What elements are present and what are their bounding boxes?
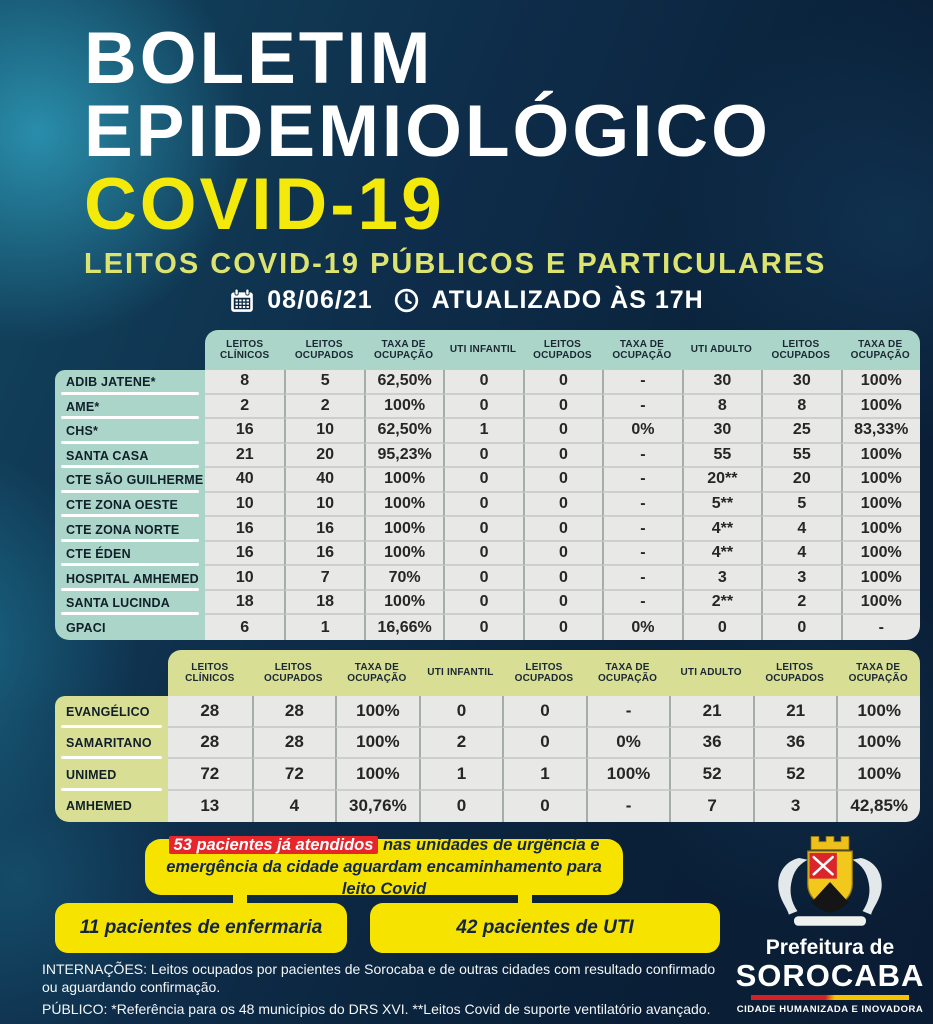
hospital-name: CTE ZONA OESTE	[55, 493, 205, 518]
value-cell: 7	[669, 791, 753, 823]
title-line-epidemiologico: EPIDEMIOLÓGICO	[84, 91, 771, 172]
value-cell: 6	[240, 618, 250, 636]
value-cell: 20	[284, 444, 363, 469]
value-cell: 21	[753, 696, 837, 728]
value-cell: 0	[443, 370, 522, 395]
value-cell: 95,23%	[364, 444, 443, 469]
value-cell: -	[841, 615, 920, 640]
value-cell: 0	[443, 566, 522, 591]
value-cell: 2	[284, 395, 363, 420]
value-cell: 10	[205, 566, 284, 591]
hospital-name: HOSPITAL AMHEMED	[55, 566, 205, 591]
logo-divider	[751, 995, 909, 1000]
value-cell: 0%	[602, 615, 681, 640]
value-cell: -	[602, 517, 681, 542]
hospital-name: SANTA LUCINDA	[55, 591, 205, 616]
date-row	[0, 286, 933, 315]
value-cell: 100%	[836, 728, 920, 760]
value-cell: 62,50%	[364, 419, 443, 444]
value-cell: 1	[284, 615, 363, 640]
value-cell: -	[602, 493, 681, 518]
updated-text: ATUALIZADO ÀS 17H	[431, 286, 704, 314]
value-cell: 0	[443, 517, 522, 542]
value-cell: 0	[419, 696, 503, 728]
value-cell: 100%	[836, 759, 920, 791]
value-cell: 40	[205, 468, 284, 493]
value-cell: 8	[205, 370, 284, 395]
value-cell: 0	[523, 395, 602, 420]
clock-icon	[393, 287, 420, 314]
value-cell: 3	[761, 566, 840, 591]
hospital-name: AMHEMED	[66, 799, 132, 814]
pill-uti: 42 pacientes de UTI	[370, 903, 720, 953]
value-cell: 30,76%	[335, 791, 419, 823]
value-cell: 52	[669, 759, 753, 791]
value-cell: 16,66%	[364, 615, 443, 640]
value-cell: 0%	[586, 728, 670, 760]
value-cell: 28	[168, 696, 252, 728]
value-cell: 4**	[682, 542, 761, 567]
value-cell: 0	[523, 542, 602, 567]
value-cell: 83,33%	[841, 419, 920, 444]
page-title	[84, 18, 771, 245]
value-cell: -	[602, 566, 681, 591]
waiting-patients-banner	[145, 835, 623, 899]
value-cell: 10	[284, 419, 363, 444]
column-header: LEITOS OCUPADOS	[264, 661, 323, 684]
value-cell: 55	[682, 444, 761, 469]
value-cell: 36	[753, 728, 837, 760]
logo-prefeitura-de: Prefeitura de	[765, 936, 895, 959]
value-cell: 8	[761, 395, 840, 420]
value-cell: 10	[205, 493, 284, 518]
value-cell: 1	[502, 759, 586, 791]
column-header: UTI INFANTIL	[427, 667, 494, 679]
value-cell: 100%	[841, 370, 920, 395]
column-header: LEITOS OCUPADOS	[533, 338, 592, 361]
calendar-icon	[229, 288, 255, 314]
value-cell: 100%	[841, 517, 920, 542]
column-header: UTI INFANTIL	[449, 344, 517, 356]
date-text: 08/06/21	[267, 286, 373, 314]
value-cell: 100%	[586, 759, 670, 791]
value-cell: -	[586, 696, 670, 728]
value-cell: 16	[205, 517, 284, 542]
title-line-boletim: BOLETIM	[84, 18, 434, 99]
subtitle-leitos: LEITOS COVID-19 PÚBLICOS E PARTICULARES	[84, 248, 827, 280]
logo-sorocaba: SOROCABA	[735, 958, 925, 993]
value-cell: 30	[682, 419, 761, 444]
value-cell: 0	[523, 468, 602, 493]
value-cell: 0	[443, 493, 522, 518]
value-cell: -	[602, 444, 681, 469]
value-cell: 10	[284, 493, 363, 518]
value-cell: 0	[443, 395, 522, 420]
hospital-name: CTE ÉDEN	[55, 542, 205, 567]
value-cell: 100%	[841, 493, 920, 518]
private-table-header	[168, 650, 920, 696]
value-cell: 0	[443, 542, 522, 567]
column-header: LEITOS OCUPADOS	[765, 661, 824, 684]
value-cell: 7	[284, 566, 363, 591]
value-cell: 2	[205, 395, 284, 420]
hospital-name: CHS*	[55, 419, 205, 444]
value-cell: 100%	[841, 542, 920, 567]
public-table-header	[205, 330, 920, 370]
value-cell: 20	[761, 468, 840, 493]
alert-highlight: 53 pacientes já atendidos	[169, 836, 379, 854]
value-cell: 0	[419, 791, 503, 823]
value-cell: 0	[443, 615, 522, 640]
value-cell: 100%	[841, 591, 920, 616]
value-cell: 100%	[836, 696, 920, 728]
hospital-name: CTE SÃO GUILHERME	[55, 468, 205, 493]
value-cell: 0	[523, 419, 602, 444]
value-cell: 100%	[841, 444, 920, 469]
hospital-name: SAMARITANO	[55, 728, 168, 760]
value-cell: 100%	[335, 728, 419, 760]
value-cell: 72	[252, 759, 336, 791]
value-cell: 16	[284, 542, 363, 567]
value-cell: 72	[168, 759, 252, 791]
footnote-internacoes: INTERNAÇÕES: Leitos ocupados por pacientes de Sorocaba e de outras cidades com resultado confirmado ou aguardando confirmação.	[42, 961, 716, 996]
value-cell: 0	[523, 517, 602, 542]
footnote-publico: PÚBLICO: *Referência para os 48 municípios do DRS XVI. **Leitos Covid de suporte ventilatório avançado.	[42, 1000, 711, 1017]
value-cell: -	[602, 468, 681, 493]
private-table-hospital-names	[55, 696, 168, 822]
value-cell: 21	[669, 696, 753, 728]
value-cell: 0	[502, 728, 586, 760]
value-cell: 2**	[682, 591, 761, 616]
value-cell: 3	[682, 566, 761, 591]
value-cell: 8	[682, 395, 761, 420]
value-cell: 70%	[364, 566, 443, 591]
value-cell: 0	[502, 696, 586, 728]
value-cell: 30	[761, 370, 840, 395]
column-header: TAXA DE OCUPAÇÃO	[597, 661, 658, 684]
value-cell: 0	[523, 566, 602, 591]
value-cell: 100%	[335, 696, 419, 728]
value-cell: 62,50%	[364, 370, 443, 395]
value-cell: 18	[205, 591, 284, 616]
value-cell: 100%	[364, 517, 443, 542]
column-header: UTI ADULTO	[690, 344, 753, 356]
value-cell: 0	[523, 591, 602, 616]
value-cell: 13	[200, 796, 220, 816]
value-cell: 0	[443, 444, 522, 469]
hospital-name: SANTA CASA	[55, 444, 205, 469]
value-cell: 52	[753, 759, 837, 791]
title-line-covid19: COVID-19	[84, 164, 445, 245]
pill-enfermaria: 11 pacientes de enfermaria	[55, 903, 347, 953]
value-cell: 5	[761, 493, 840, 518]
value-cell: 1	[419, 759, 503, 791]
column-header: LEITOS CLÍNICOS	[185, 661, 235, 684]
value-cell: 100%	[364, 542, 443, 567]
value-cell: 5	[284, 370, 363, 395]
value-cell: 55	[761, 444, 840, 469]
value-cell: -	[586, 791, 670, 823]
footnotes	[42, 960, 732, 1021]
value-cell: 21	[205, 444, 284, 469]
value-cell: 0	[443, 468, 522, 493]
column-header: LEITOS OCUPADOS	[771, 338, 831, 361]
value-cell: 0	[523, 615, 602, 640]
value-cell: 28	[168, 728, 252, 760]
value-cell: 2	[761, 591, 840, 616]
value-cell: 0	[523, 493, 602, 518]
value-cell: 16	[205, 419, 284, 444]
value-cell: 100%	[841, 395, 920, 420]
value-cell: 2	[419, 728, 503, 760]
column-header: TAXA DE OCUPAÇÃO	[347, 661, 407, 684]
alert-rest: nas unidades de urgência e emergência da cidade aguardam encaminhamento para leito Covid	[166, 835, 602, 899]
value-cell: 0	[443, 591, 522, 616]
value-cell: 3	[753, 791, 837, 823]
value-cell: 1	[443, 419, 522, 444]
value-cell: 0	[682, 615, 761, 640]
value-cell: 40	[284, 468, 363, 493]
public-table-hospital-names	[55, 370, 205, 640]
value-cell: 16	[284, 517, 363, 542]
value-cell: 4**	[682, 517, 761, 542]
sorocaba-coat-of-arms	[770, 830, 890, 934]
value-cell: 100%	[364, 468, 443, 493]
value-cell: 0%	[602, 419, 681, 444]
value-cell: 0	[761, 615, 840, 640]
value-cell: 20**	[682, 468, 761, 493]
column-header: LEITOS OCUPADOS	[294, 338, 354, 361]
value-cell: 4	[761, 542, 840, 567]
value-cell: -	[602, 395, 681, 420]
value-cell: 100%	[364, 493, 443, 518]
value-cell: 0	[502, 791, 586, 823]
value-cell: -	[602, 542, 681, 567]
value-cell: 100%	[841, 566, 920, 591]
private-table-grid	[168, 696, 920, 822]
value-cell: 28	[252, 728, 336, 760]
column-header: TAXA DE OCUPAÇÃO	[612, 338, 672, 361]
hospital-name: EVANGÉLICO	[55, 696, 168, 728]
value-cell: -	[602, 370, 681, 395]
hospital-name: AME*	[55, 395, 205, 420]
hospital-name: ADIB JATENE*	[55, 370, 205, 395]
column-header: TAXA DE OCUPAÇÃO	[850, 338, 910, 361]
value-cell: -	[602, 591, 681, 616]
column-header: TAXA DE OCUPAÇÃO	[374, 338, 434, 361]
hospital-name: UNIMED	[55, 759, 168, 791]
column-header: LEITOS OCUPADOS	[514, 661, 574, 684]
value-cell: 42,85%	[836, 791, 920, 823]
value-cell: 5**	[682, 493, 761, 518]
column-header: TAXA DE OCUPAÇÃO	[848, 661, 908, 684]
value-cell: 100%	[364, 395, 443, 420]
value-cell: 36	[669, 728, 753, 760]
value-cell: 4	[252, 791, 336, 823]
value-cell: 28	[252, 696, 336, 728]
value-cell: 4	[761, 517, 840, 542]
value-cell: 0	[523, 444, 602, 469]
column-header: UTI ADULTO	[680, 667, 742, 679]
value-cell: 16	[205, 542, 284, 567]
logo-tagline: CIDADE HUMANIZADA E INOVADORA	[736, 1003, 924, 1015]
value-cell: 18	[284, 591, 363, 616]
prefeitura-logo	[733, 830, 927, 1015]
value-cell: 25	[761, 419, 840, 444]
value-cell: 30	[682, 370, 761, 395]
hospital-name: GPACI	[66, 620, 106, 635]
public-table-grid	[205, 370, 920, 640]
value-cell: 100%	[841, 468, 920, 493]
hospital-name: CTE ZONA NORTE	[55, 517, 205, 542]
value-cell: 100%	[364, 591, 443, 616]
value-cell: 100%	[335, 759, 419, 791]
column-header: LEITOS CLÍNICOS	[220, 338, 270, 361]
value-cell: 0	[523, 370, 602, 395]
